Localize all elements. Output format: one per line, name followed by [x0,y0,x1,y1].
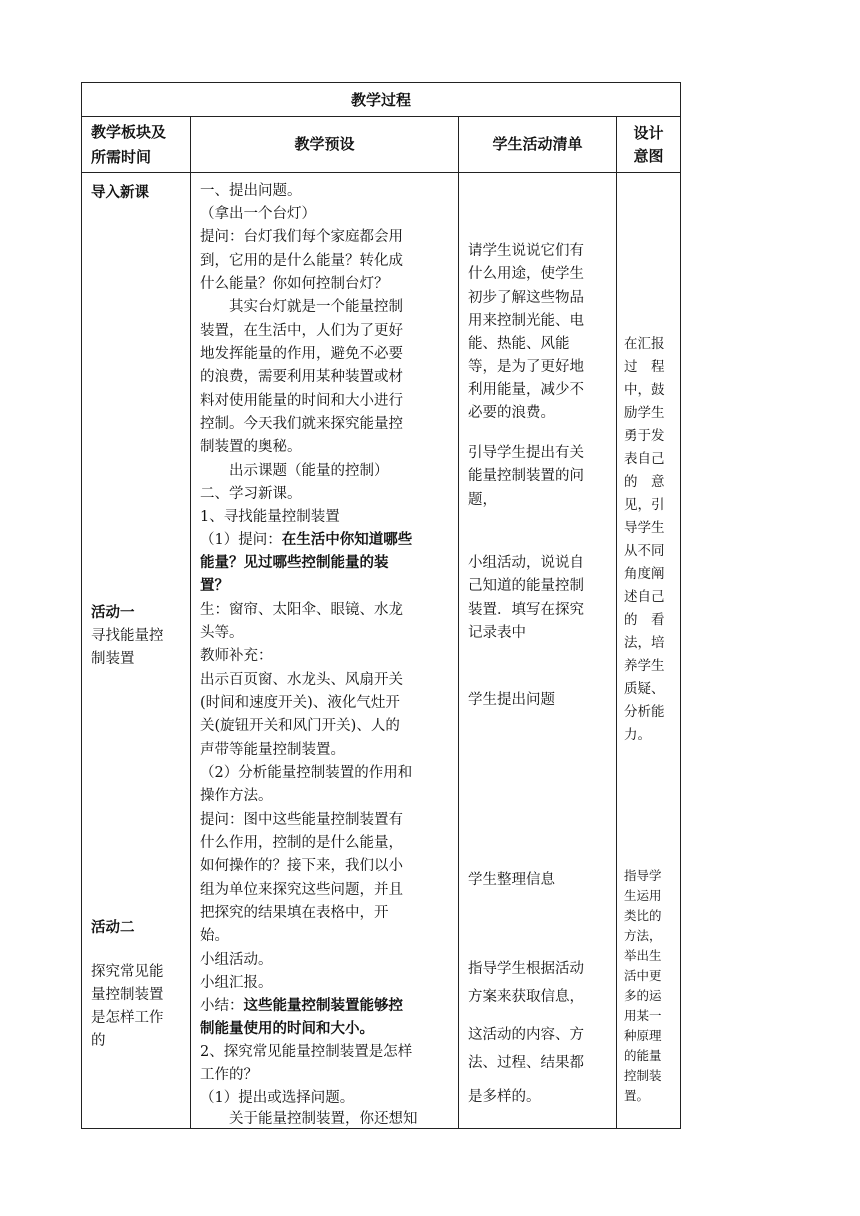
header-design-intent [617,117,681,173]
activity-line: 什么用途，使学生 [468,266,584,282]
plan-line: 头等。 [200,625,244,641]
intent-line: 过 程 [624,359,665,375]
plan-summary-prefix: 小结： [200,998,244,1014]
intent-line: 分析能 [624,704,665,720]
activity-line: 用来控制光能、电 [468,313,584,329]
intent-line: 在汇报 [624,336,665,352]
header-student-activities: 学生活动清单 [459,117,617,173]
plan-line: 其实台灯就是一个能量控制 [200,299,403,315]
intent-line: 用某一 [624,1008,662,1023]
header-section-time-line2: 所需时间 [91,147,152,166]
plan-line [200,530,412,550]
header-section-time-line1: 教学板块及 [91,122,167,141]
plan-line: 料对使用能量的时间和大小进行 [200,393,403,409]
intent-line: 见，引 [624,497,665,513]
activity-line: 能量控制装置的问 [468,468,584,484]
intent-line: 的能量 [624,1048,662,1063]
activity-line: 题， [468,492,497,508]
intent-line: 励学生 [624,405,665,421]
intent-line: 勇于发 [624,428,665,444]
intent-line: 的 意 [624,474,665,490]
activity2-desc-line1: 探究常见能 [91,964,164,980]
plan-line: （拿出一个台灯） [200,206,316,222]
intent-line: 举出生 [624,948,662,963]
intent-line: 控制装 [624,1068,662,1083]
plan-line: 生：窗帘、太阳伞、眼镜、水龙 [200,602,403,618]
plan-line: 出示课题（能量的控制） [200,463,389,479]
header-design-intent-line2: 意图 [633,146,664,165]
intent-line: 角度阐 [624,566,665,582]
section-column [82,173,191,1129]
activity-line: 学生提出问题 [468,692,555,708]
teaching-process-table [81,82,681,1129]
plan-line: 提问：图中这些能量控制装置有 [200,812,403,828]
intent-line: 表自己 [624,451,665,467]
plan-line: 小组活动。 [200,952,273,968]
plan-line: 始。 [200,928,229,944]
table-title: 教学过程 [82,83,681,117]
intent-line: 从不同 [624,543,665,559]
activity-line: 利用能量，减少不 [468,382,584,398]
activity1-title: 活动一 [91,605,135,621]
section-intro: 导入新课 [91,185,149,201]
plan-line: 如何操作的？接下来，我们以小 [200,858,403,874]
activity-line: 法、过程、结果都 [468,1055,584,1071]
plan-line: 教师补充： [200,648,273,664]
activity-line: 能、热能、风能 [468,336,570,352]
intent-line: 述自己 [624,589,665,605]
intent-line: 多的运 [624,988,662,1003]
activity-line: 指导学生根据活动 [468,961,584,977]
plan-line: 地发挥能量的作用，避免不必要 [200,346,403,362]
plan-line-bold: 制能量使用的时间和大小。 [200,1021,374,1037]
intent-line: 的 看 [624,612,665,628]
activity-line: 初步了解这些物品 [468,290,584,306]
intent-line: 中，鼓 [624,382,665,398]
plan-line: 到，它用的是什么能量？转化成 [200,253,403,269]
activity-line: 必要的浪费。 [468,405,555,421]
plan-question-bold: 在生活中你知道哪些 [281,532,413,548]
intent-line: 种原理 [624,1028,662,1043]
header-design-intent-line1: 设计 [633,123,664,142]
plan-line: 关(旋钮开关和风门开关)、人的 [200,718,400,734]
plan-line: 操作方法。 [200,788,273,804]
plan-line: （1）提出或选择问题。 [200,1090,355,1106]
plan-line: 小组汇报。 [200,975,273,991]
activity1-desc-line2: 制装置 [91,651,135,667]
activity2-desc-line2: 量控制装置 [91,987,164,1003]
plan-line: 提问：台灯我们每个家庭都会用 [200,229,403,245]
plan-line: 装置，在生活中，人们为了更好 [200,323,403,339]
plan-line: 2、探究常见能量控制装置是怎样 [200,1044,413,1060]
activity-line: 请学生说说它们有 [468,243,584,259]
intent-line: 力。 [624,727,651,743]
plan-line: 的浪费，需要利用某种装置或材 [200,369,403,385]
plan-line: 1、寻找能量控制装置 [200,509,340,525]
plan-line: （2）分析能量控制装置的作用和 [200,765,413,781]
activity-line: 引导学生提出有关 [468,445,584,461]
activity-line: 这活动的内容、方 [468,1027,584,1043]
activity-line: 己知道的能量控制 [468,578,584,594]
intent-line: 质疑、 [624,681,665,697]
plan-line: 工作的？ [200,1067,258,1083]
plan-line: 一、提出问题。 [200,183,302,199]
activity-line: 学生整理信息 [468,872,555,888]
intent-line: 活中更 [624,968,662,983]
activity2-title: 活动二 [91,920,135,936]
header-section-time [82,117,191,173]
plan-line: 关于能量控制装置，你还想知 [200,1111,418,1127]
plan-line-bold: 置？ [200,578,229,594]
activity-line: 记录表中 [468,625,526,641]
activity-line: 是多样的。 [468,1089,541,1105]
plan-question-prefix: （1）提问： [200,532,282,548]
plan-line: 把探究的结果填在表格中，开 [200,905,389,921]
activity1-desc-line1: 寻找能量控 [91,628,164,644]
activity2-desc-line4: 的 [91,1033,106,1049]
header-teaching-plan: 教学预设 [191,117,459,173]
plan-line: 控制。今天我们就来探究能量控 [200,416,403,432]
intent-line: 方法， [624,928,662,943]
intent-line: 置。 [624,1088,650,1103]
activity-line: 装置．填写在探究 [468,602,584,618]
plan-line: 出示百页窗、水龙头、风扇开关 [200,672,403,688]
plan-line: 组为单位来探究这些问题，并且 [200,882,403,898]
plan-line: (时间和速度开关)、液化气灶开 [200,695,400,711]
plan-line: 什么作用，控制的是什么能量， [200,835,403,851]
plan-summary-bold: 这些能量控制装置能够控 [243,998,403,1014]
plan-line: 二、学习新课。 [200,486,302,502]
activity-line: 等，是为了更好地 [468,359,584,375]
teaching-plan-column [191,173,459,1129]
activity2-desc-line3: 是怎样工作 [91,1010,164,1026]
intent-line: 导学生 [624,520,665,536]
activity-line: 方案来获取信息， [468,989,584,1005]
intent-line: 法，培 [624,635,665,651]
intent-line: 生运用 [624,888,662,903]
intent-line: 类比的 [624,908,662,923]
plan-line: 声带等能量控制装置。 [200,742,345,758]
student-activity-column [459,173,617,1129]
plan-line [200,996,403,1016]
plan-line: 什么能量？你如何控制台灯？ [200,276,389,292]
intent-line: 指导学 [624,868,662,883]
activity-line: 小组活动，说说自 [468,555,584,571]
plan-line: 制装置的奥秘。 [200,439,302,455]
intent-line: 养学生 [624,658,665,674]
design-intent-column [617,173,681,1129]
plan-line-bold: 能量？见过哪些控制能量的装 [200,555,389,571]
